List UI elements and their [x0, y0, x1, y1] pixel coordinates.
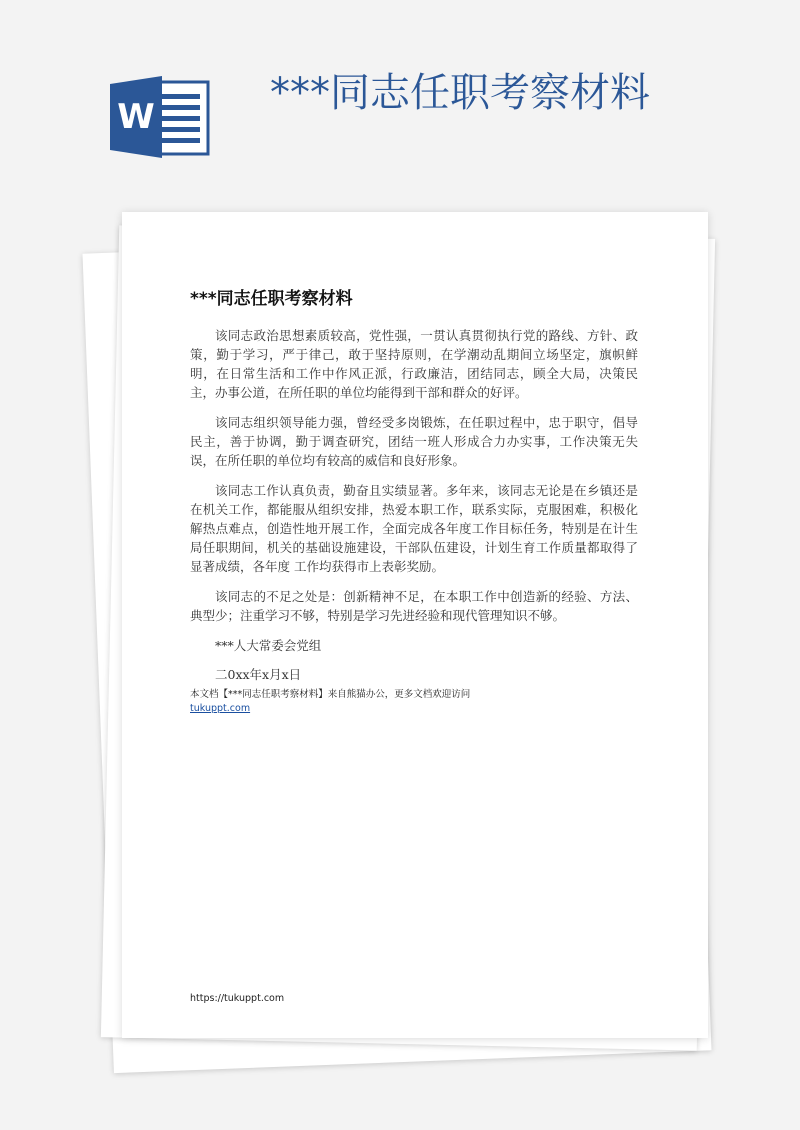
document-page: [122, 212, 708, 1038]
header-title: ***同志任职考察材料: [270, 70, 650, 116]
document-body: [190, 326, 638, 694]
document-title: ***同志任职考察材料: [190, 289, 353, 309]
source-note: [190, 688, 650, 716]
paragraph: 该同志的不足之处是：创新精神不足，在本职工作中创造新的经验、方法、典型少；注重学习不够，特别是学习先进经验和现代管理知识不够。: [190, 589, 638, 623]
word-icon: [110, 76, 212, 162]
svg-text:W: W: [117, 97, 155, 137]
source-note-text: 本文档【***同志任职考察材料】来自熊猫办公，更多文档欢迎访问: [190, 689, 471, 700]
source-link[interactable]: tukuppt.com: [190, 703, 251, 714]
paragraph: 该同志政治思想素质较高，党性强，一贯认真贯彻执行党的路线、方针、政策，勤于学习，严于律己，敢于坚持原则，在学潮动乱期间立场坚定，旗帜鲜明，在日常生活和工作中作风正派，行政廉洁，团结同志，顾全大局，决策民主，办事公道，在所任职的单位均能得到干部和群众的好评。: [190, 328, 638, 400]
bottom-url[interactable]: https://tukuppt.com: [190, 993, 285, 1004]
paragraph: 该同志工作认真负责，勤奋且实绩显著。多年来，该同志无论是在乡镇还是在机关工作，都能服从组织安排，热爱本职工作，联系实际，克服困难，积极化解热点难点，创造性地开展工作，全面完成各年度工作目标任务，特别是在计生局任职期间，机关的基础设施建设，干部队伍建设，计划生育工作质量都取得了显著成绩，各年度 工作均获得市上表彰奖励。: [190, 483, 638, 574]
date: 二0xx年x月x日: [215, 667, 302, 682]
signature: ***人大常委会党组: [215, 638, 322, 653]
paragraph: 该同志组织领导能力强，曾经受多岗锻炼，在任职过程中，忠于职守，倡导民主，善于协调，勤于调查研究，团结一班人形成合力办实事，工作决策无失误，在所任职的单位均有较高的威信和良好形象。: [190, 415, 638, 468]
